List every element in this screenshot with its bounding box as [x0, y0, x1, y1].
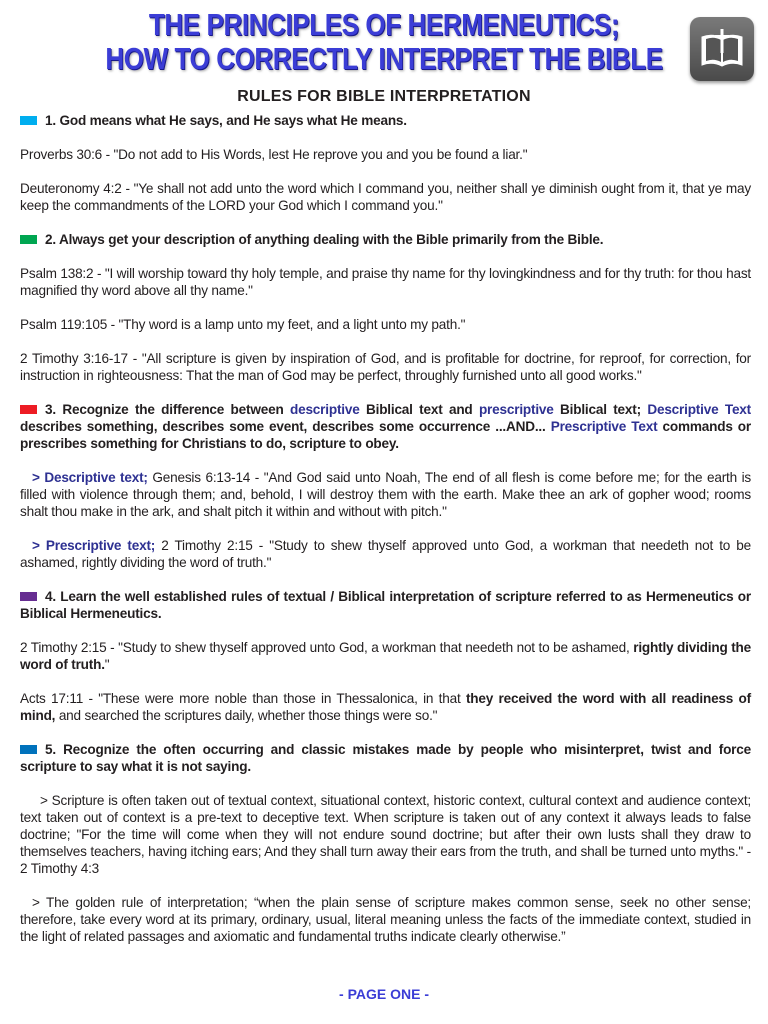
rule-3-heading-d: describes something, describes some event, describes some occurrence ...AND... — [20, 419, 551, 434]
bible-cross-icon — [690, 17, 754, 81]
rule-4-heading-text: 4. Learn the well established rules of textual / Biblical interpretation of scripture referred to as Hermeneutics or Biblical Hermeneutics. — [20, 589, 751, 621]
rule-2-verse-3: 2 Timothy 3:16-17 - "All scripture is given by inspiration of God, and is profitable for doctrine, for reproof, for correction, for instruction in righteousness: That the man of God may be perfect, throughly furnished unto all good works." — [20, 351, 751, 383]
rule-5-paragraph-2: > The golden rule of interpretation; “when the plain sense of scripture makes common sense, seek no other sense; therefore, take every word at its primary, ordinary, usual, literal meaning unless the facts of the immediate context, studied in the light of related passages and axiomatic and fundamental truths indicate clearly otherwise.” — [20, 895, 751, 944]
rule-1-heading-text: 1. God means what He says, and He says what He means. — [45, 113, 407, 128]
rule-2-verse-1: Psalm 138:2 - "I will worship toward thy holy temple, and praise thy name for thy lovingkindness and for thy truth: for thou hast magnified thy word above all thy name." — [20, 266, 751, 298]
rule-3-prescriptive-word: prescriptive — [478, 402, 554, 417]
prescriptive-example-body: 2 Timothy 2:15 - "Study to shew thyself approved unto God, a workman that needeth not to be ashamed, rightly dividing the word of truth." — [20, 538, 751, 570]
rule-4-verse-1-a: 2 Timothy 2:15 - "Study to shew thyself approved unto God, a workman that needeth not to be ashamed, — [20, 640, 634, 655]
rule-2-heading-text: 2. Always get your description of anything dealing with the Bible primarily from the Bible. — [45, 232, 604, 247]
rule-4-verse-2-a: Acts 17:11 - "These were more noble than those in Thessalonica, in that — [20, 691, 466, 706]
rule-4-verse-2 — [20, 690, 751, 724]
rule-3-prescriptive-example — [20, 537, 751, 571]
rule-4-verse-2-b: and searched the scriptures daily, whether those things were so." — [55, 708, 438, 723]
rule-3-heading-c: Biblical text; — [553, 402, 648, 417]
title-line-1: THE PRINCIPLES OF HERMENEUTICS; — [148, 7, 620, 42]
prescriptive-example-label: > Prescriptive text; — [32, 538, 156, 553]
rule-2-marker — [20, 235, 37, 244]
rule-3-descriptive-word: descriptive — [289, 402, 360, 417]
rule-1-heading — [20, 112, 751, 129]
page-title — [61, 8, 706, 76]
rule-3-descriptive-example — [20, 469, 751, 520]
rule-3-marker — [20, 405, 37, 414]
rule-5-paragraph-1: > Scripture is often taken out of textual context, situational context, historic context, cultural context and audience context; text taken out of context is a pre-text to deceptive text. When scripture is taken out of any context it always leads to false doctrine; "For the time will come when they will not endure sound doctrine; but after their own lusts shall they draw to themselves teachers, having itching ears; And they shall turn away their ears from the truth, and shall be turned unto myths." - 2 Timothy 4:3 — [20, 793, 751, 876]
document-body — [20, 112, 751, 962]
rule-3-prescriptive-text-term: Prescriptive Text — [550, 419, 658, 434]
rule-3-heading — [20, 401, 751, 452]
descriptive-example-label: > Descriptive text; — [32, 470, 148, 485]
rule-3-heading-e: commands or prescribes something for Christians to do, scripture to obey. — [20, 419, 751, 451]
rule-2-verse-2: Psalm 119:105 - "Thy word is a lamp unto my feet, and a light unto my path." — [20, 317, 466, 332]
rule-1-marker — [20, 116, 37, 125]
rule-4-verse-2-bold: they received the word with all readiness of mind, — [20, 691, 751, 723]
rule-2-heading — [20, 231, 751, 248]
page-header — [0, 8, 768, 106]
page-subtitle: RULES FOR BIBLE INTERPRETATION — [237, 88, 531, 105]
title-line-2: HOW TO CORRECTLY INTERPRET THE BIBLE — [105, 41, 663, 76]
rule-5-marker — [20, 745, 37, 754]
rule-5-heading-text: 5. Recognize the often occurring and classic mistakes made by people who misinterpret, twist and force scripture to say what it is not saying. — [20, 742, 751, 774]
descriptive-example-body: Genesis 6:13-14 - "And God said unto Noah, The end of all flesh is come before me; for the earth is filled with violence through them; and, behold, I will destroy them with the earth. Make thee an ark of gopher wood; rooms shalt thou make in the ark, and shalt pitch it within and without with pitch." — [20, 470, 752, 519]
page-footer: - PAGE ONE - — [339, 986, 429, 1002]
rule-4-heading — [20, 588, 751, 622]
rule-3-heading-a: 3. Recognize the difference between — [45, 402, 290, 417]
rule-3-heading-b: Biblical text and — [359, 402, 479, 417]
rule-4-marker — [20, 592, 37, 601]
rule-1-verse-2: Deuteronomy 4:2 - "Ye shall not add unto the word which I command you, neither shall ye diminish ought from it, that ye may keep the commandments of the LORD your God which I command you." — [20, 181, 751, 213]
rule-3-descriptive-text-term: Descriptive Text — [647, 402, 751, 417]
rule-4-verse-1-b: " — [104, 657, 110, 672]
rule-4-verse-1 — [20, 639, 751, 673]
rule-1-verse-1: Proverbs 30:6 - "Do not add to His Words, lest He reprove you and you be found a liar." — [20, 147, 528, 162]
rule-4-verse-1-bold: rightly dividing the word of truth. — [20, 640, 752, 672]
rule-5-heading — [20, 741, 751, 775]
